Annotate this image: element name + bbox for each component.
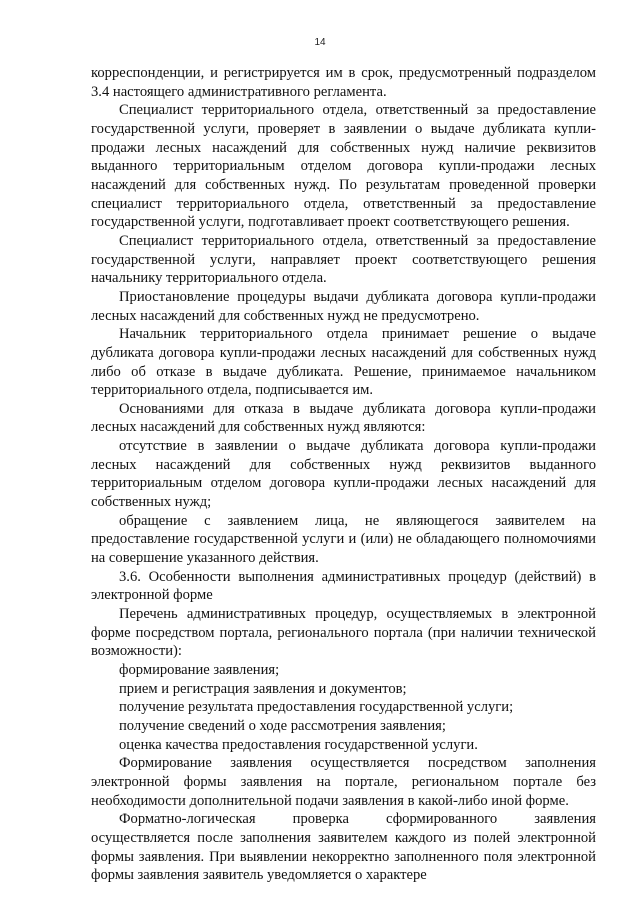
list-item-procedure-2: прием и регистрация заявления и документов; [119, 680, 407, 697]
paragraph-format-check: Форматно-логическая проверка сформированного заявления осуществляется после заполнения заявителем каждого из полей электронной формы заявления. При выявлении некорректно заполненного поля электронной формы заявления заявитель уведомляется о характере [91, 811, 596, 884]
list-item-procedure-5: оценка качества предоставления государственной услуги. [119, 736, 478, 753]
section-heading-3-6: 3.6. Особенности выполнения административных процедур (действий) в электронной форме [91, 568, 596, 604]
paragraph-head-decision: Начальник территориального отдела принимает решение о выдаче дубликата договора купли-продажи лесных насаждений для собственных нужд либо об отказе в выдаче дубликата. Решение, принимаемое начальником территориального отдела, подписывается им. [91, 326, 596, 399]
list-item-procedure-4: получение сведений о ходе рассмотрения заявления; [119, 717, 446, 734]
list-item-procedure-1: формирование заявления; [119, 662, 280, 678]
paragraph-refusal-grounds: Основаниями для отказа в выдаче дубликата договора купли-продажи лесных насаждений для собственных нужд являются: [91, 400, 596, 436]
document-body [91, 64, 596, 885]
list-item-refusal-1: отсутствие в заявлении о выдаче дубликата договора купли-продажи лесных насаждений для собственных нужд реквизитов выданного территориальным отделом договора купли-продажи лесных насаждений для собственных нужд; [91, 438, 596, 511]
list-item-procedure-3: получение результата предоставления государственной услуги; [119, 699, 514, 716]
paragraph-form-creation: Формирование заявления осуществляется посредством заполнения электронной формы заявления на портале, региональном портале без необходимости дополнительной подачи заявления в какой-либо иной форме. [91, 755, 596, 809]
page-number: 14 [314, 37, 326, 48]
list-item-refusal-2: обращение с заявлением лица, не являющегося заявителем на предоставление государственной услуги и (или) не обладающего полномочиями на совершение указанного действия. [91, 512, 596, 567]
paragraph-continuation: корреспонденции, и регистрируется им в срок, предусмотренный подразделом 3.4 настоящего административного регламента. [91, 65, 596, 100]
paragraph-specialist-sends: Специалист территориального отдела, ответственный за предоставление государственной услуги, направляет проект соответствующего решения начальнику территориального отдела. [91, 232, 596, 287]
paragraph-specialist-check: Специалист территориального отдела, ответственный за предоставление государственной услуги, проверяет в заявлении о выдаче дубликата купли-продажи лесных насаждений для собственных нужд наличие реквизитов выданного территориальным отделом договора купли-продажи лесных насаждений для собственных нужд. По результатам проведенной проверки специалист территориального отдела, ответственный за предоставление государственной услуги, подготавливает проект соответствующего решения. [91, 102, 596, 231]
paragraph-procedures-list: Перечень административных процедур, осуществляемых в электронной форме посредством портала, регионального портала (при наличии технической возможности): [91, 606, 596, 660]
paragraph-suspension: Приостановление процедуры выдачи дубликата договора купли-продажи лесных насаждений для собственных нужд не предусмотрено. [91, 288, 596, 324]
